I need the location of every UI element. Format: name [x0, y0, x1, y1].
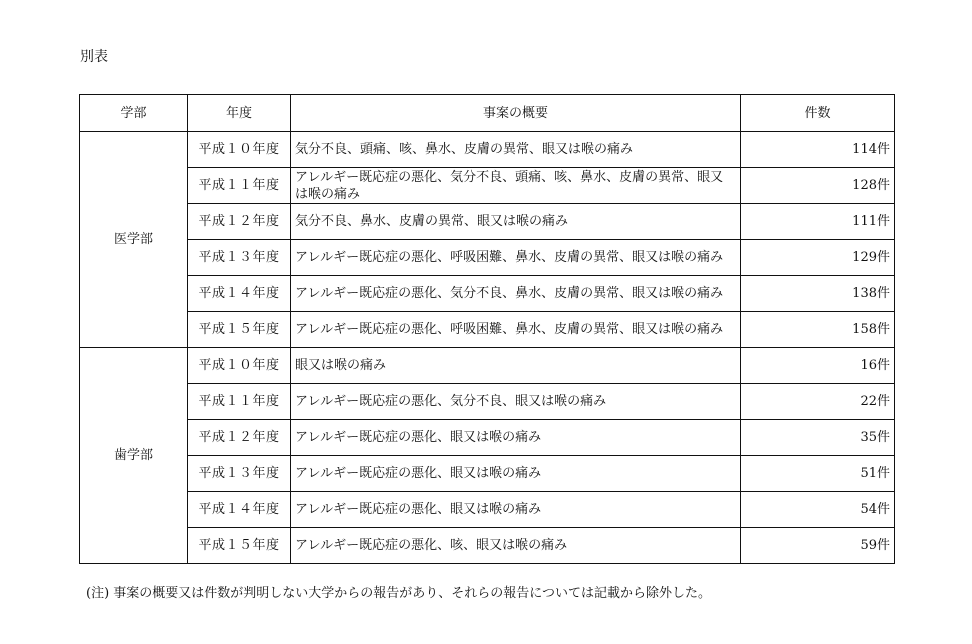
year-cell: 平成１３年度: [188, 456, 291, 492]
summary-cell: アレルギー既応症の悪化、咳、眼又は喉の痛み: [291, 528, 741, 564]
summary-cell: アレルギー既応症の悪化、呼吸困難、鼻水、皮膚の異常、眼又は喉の痛み: [291, 240, 741, 276]
count-cell: 114件: [741, 132, 895, 168]
year-cell: 平成１５年度: [188, 528, 291, 564]
incident-table: [79, 94, 895, 564]
summary-cell: 気分不良、鼻水、皮膚の異常、眼又は喉の痛み: [291, 204, 741, 240]
year-cell: 平成１３年度: [188, 240, 291, 276]
table-row: [80, 492, 895, 528]
count-cell: 158件: [741, 312, 895, 348]
year-cell: 平成１２年度: [188, 204, 291, 240]
table-row: [80, 132, 895, 168]
table-row: [80, 204, 895, 240]
summary-cell: アレルギー既応症の悪化、気分不良、眼又は喉の痛み: [291, 384, 741, 420]
summary-cell: 気分不良、頭痛、咳、鼻水、皮膚の異常、眼又は喉の痛み: [291, 132, 741, 168]
count-cell: 51件: [741, 456, 895, 492]
count-cell: 35件: [741, 420, 895, 456]
year-cell: 平成１０年度: [188, 348, 291, 384]
summary-cell: アレルギー既応症の悪化、眼又は喉の痛み: [291, 492, 741, 528]
header-summary: 事案の概要: [291, 95, 741, 132]
summary-cell: アレルギー既応症の悪化、眼又は喉の痛み: [291, 456, 741, 492]
summary-cell: アレルギー既応症の悪化、呼吸困難、鼻水、皮膚の異常、眼又は喉の痛み: [291, 312, 741, 348]
dept-cell-dentistry: 歯学部: [80, 348, 188, 564]
table-header-row: [80, 95, 895, 132]
table-row: [80, 348, 895, 384]
table-row: [80, 168, 895, 204]
year-cell: 平成１２年度: [188, 420, 291, 456]
table-row: [80, 456, 895, 492]
dept-cell-medicine: 医学部: [80, 132, 188, 348]
count-cell: 22件: [741, 384, 895, 420]
table-row: [80, 312, 895, 348]
count-cell: 138件: [741, 276, 895, 312]
summary-cell: アレルギー既応症の悪化、眼又は喉の痛み: [291, 420, 741, 456]
count-cell: 54件: [741, 492, 895, 528]
count-cell: 129件: [741, 240, 895, 276]
table-row: [80, 276, 895, 312]
table-row: [80, 528, 895, 564]
summary-cell: アレルギー既応症の悪化、気分不良、鼻水、皮膚の異常、眼又は喉の痛み: [291, 276, 741, 312]
year-cell: 平成１４年度: [188, 492, 291, 528]
footnote: (注) 事案の概要又は件数が判明しない大学からの報告があり、それらの報告については記載から除外した。: [86, 586, 712, 601]
count-cell: 16件: [741, 348, 895, 384]
summary-cell: 眼又は喉の痛み: [291, 348, 741, 384]
count-cell: 111件: [741, 204, 895, 240]
year-cell: 平成１５年度: [188, 312, 291, 348]
year-cell: 平成１１年度: [188, 168, 291, 204]
header-year: 年度: [188, 95, 291, 132]
summary-cell: アレルギー既応症の悪化、気分不良、頭痛、咳、鼻水、皮膚の異常、眼又は喉の痛み: [291, 168, 741, 204]
header-count: 件数: [741, 95, 895, 132]
year-cell: 平成１０年度: [188, 132, 291, 168]
table-row: [80, 240, 895, 276]
table-caption: 別表: [80, 49, 108, 65]
table-row: [80, 384, 895, 420]
year-cell: 平成１４年度: [188, 276, 291, 312]
table-row: [80, 420, 895, 456]
year-cell: 平成１１年度: [188, 384, 291, 420]
count-cell: 59件: [741, 528, 895, 564]
count-cell: 128件: [741, 168, 895, 204]
header-dept: 学部: [80, 95, 188, 132]
